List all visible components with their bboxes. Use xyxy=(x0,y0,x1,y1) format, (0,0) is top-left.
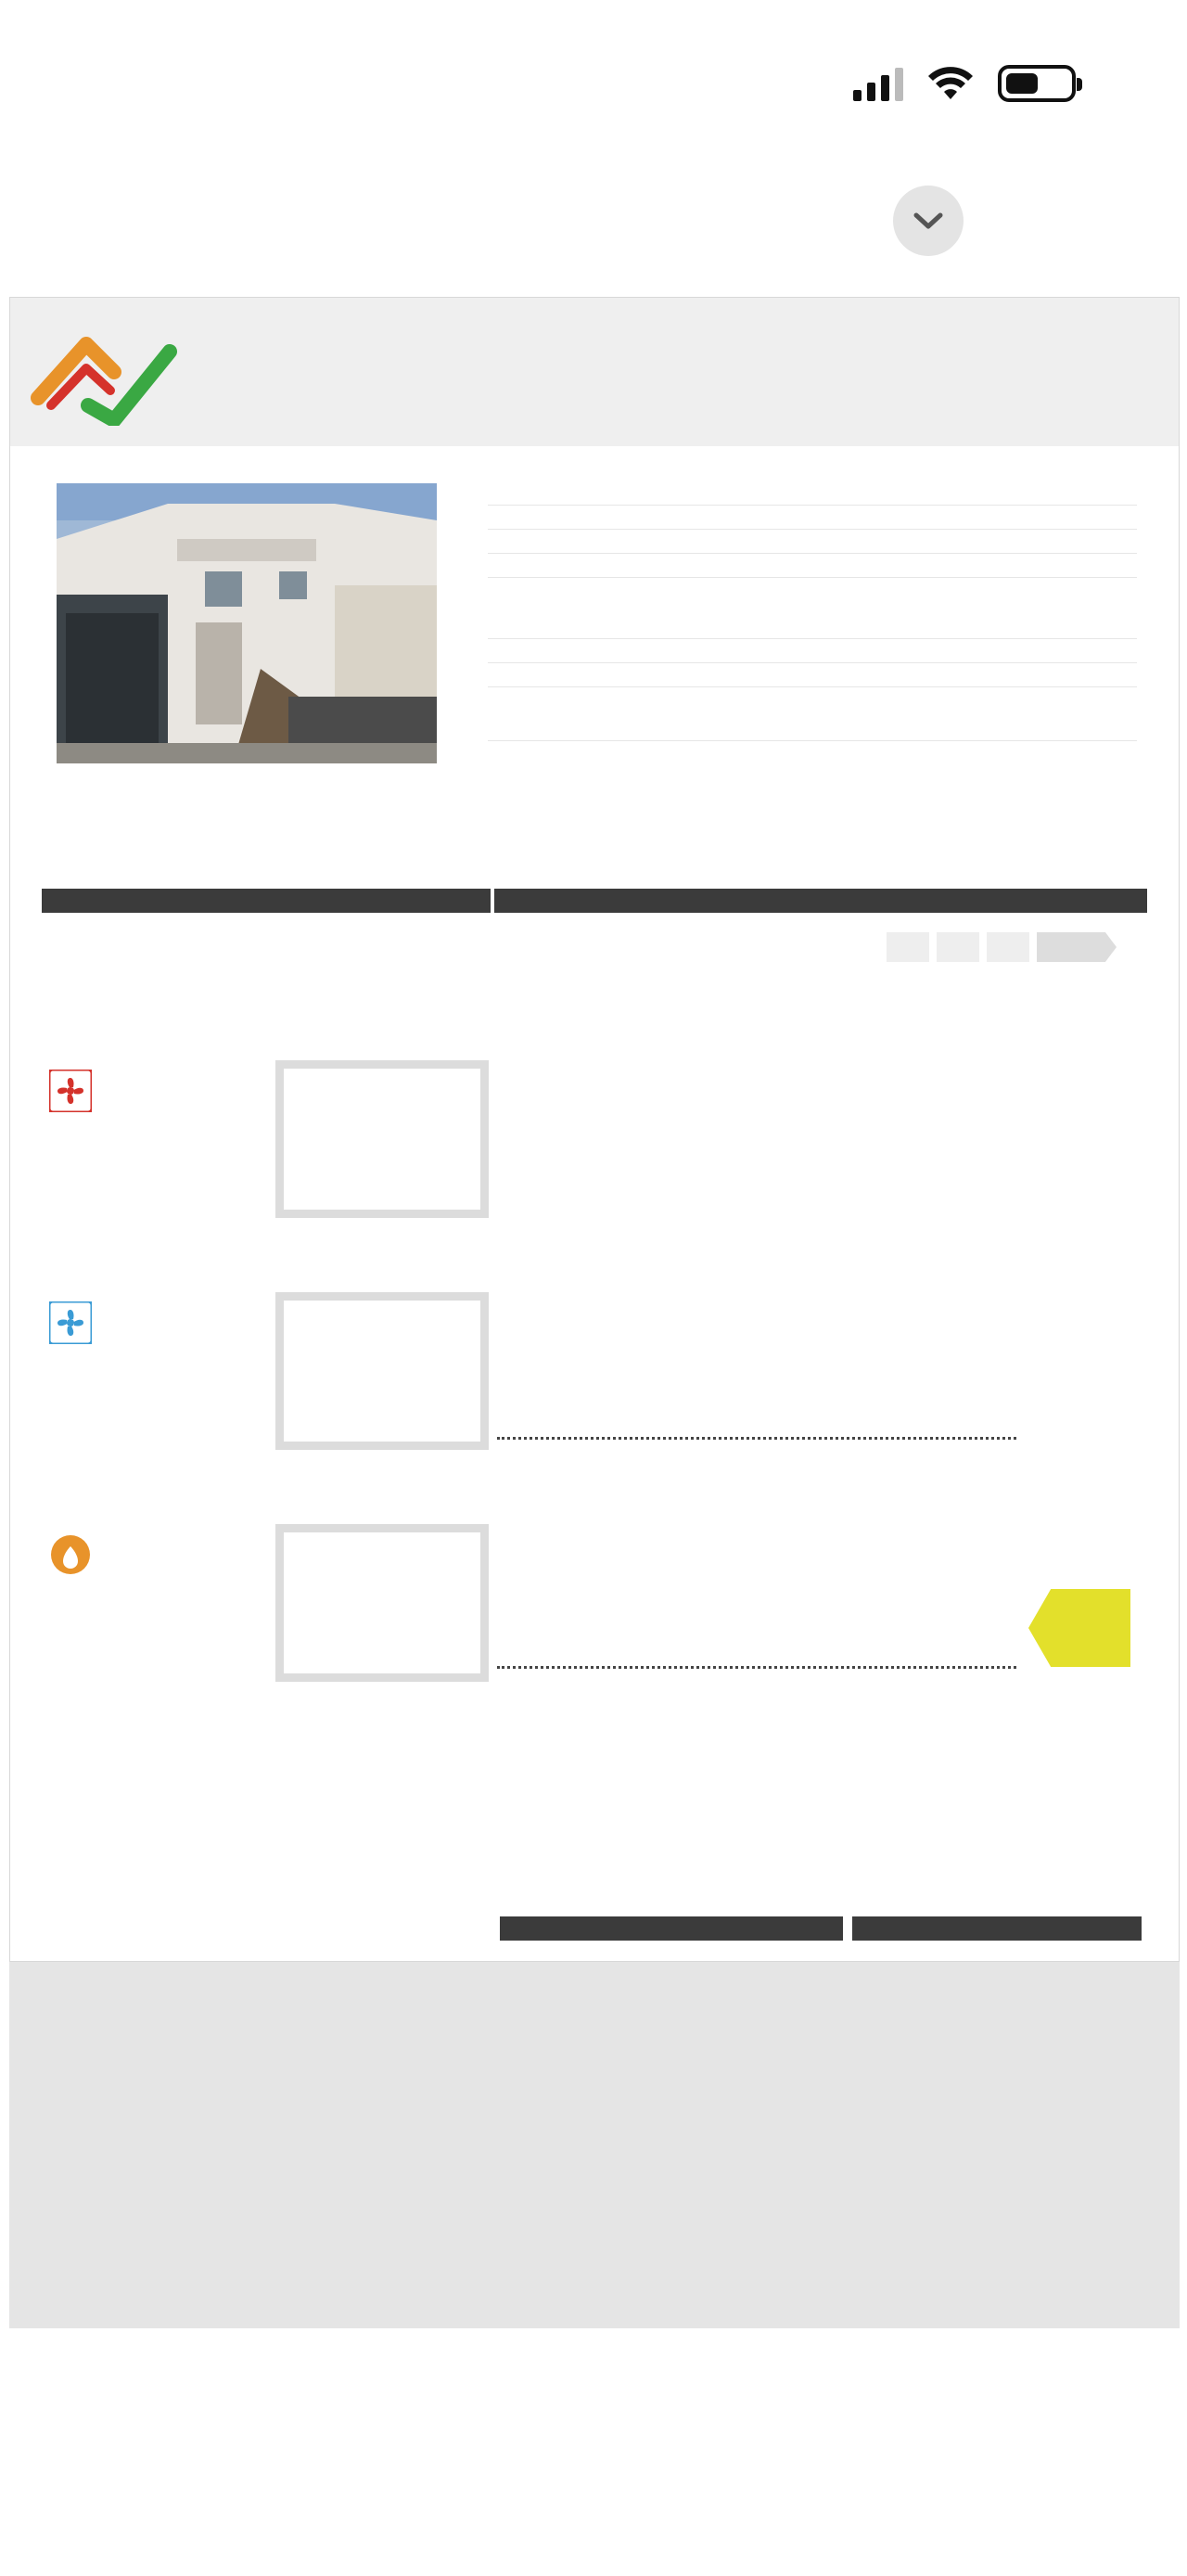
pdf-viewer[interactable] xyxy=(9,297,1180,2328)
indicator-heating xyxy=(44,1060,489,1218)
indicator-heating-efficiency xyxy=(275,1060,489,1218)
status-icons xyxy=(853,65,1076,102)
postal-morada xyxy=(488,481,1137,506)
predial-conservatoria xyxy=(488,615,1137,639)
chevron-down-icon xyxy=(913,211,944,231)
heating-icon xyxy=(49,1070,92,1112)
energy-class-heading xyxy=(494,889,1147,913)
postal-identification xyxy=(488,481,1137,578)
cooling-icon xyxy=(49,1301,92,1344)
postal-freguesia xyxy=(488,530,1137,554)
building-photo xyxy=(57,483,437,763)
postal-concelho-row xyxy=(488,554,1137,578)
hot-water-icon xyxy=(49,1533,92,1576)
renewable-heading xyxy=(500,1916,843,1941)
title-menu-button[interactable] xyxy=(893,186,964,256)
min-renovation-line xyxy=(497,1666,1016,1669)
status-bar xyxy=(0,0,1187,176)
pdf-page-1 xyxy=(9,297,1180,1962)
emissions-heading xyxy=(852,1916,1142,1941)
certificar-logo-icon xyxy=(31,324,364,426)
predial-inscricao xyxy=(488,639,1137,663)
indicator-hot-water xyxy=(44,1524,489,1682)
indicators-heading xyxy=(42,889,491,913)
predial-artigo-row xyxy=(488,663,1137,687)
battery-icon xyxy=(998,65,1076,102)
postal-localidade xyxy=(488,506,1137,530)
min-new-buildings-line xyxy=(497,1437,1016,1440)
indicator-cooling xyxy=(44,1292,489,1450)
predial-identification xyxy=(488,615,1137,687)
cellular-signal-icon xyxy=(853,66,903,101)
indicator-hot-water-efficiency xyxy=(275,1524,489,1682)
certificate-header xyxy=(10,298,1179,446)
document-header xyxy=(0,176,1187,288)
wifi-icon xyxy=(927,66,974,101)
additional-area xyxy=(488,717,1137,741)
additional-info xyxy=(488,717,1137,741)
indicator-cooling-efficiency xyxy=(275,1292,489,1450)
energy-class-scale xyxy=(511,942,1160,1694)
